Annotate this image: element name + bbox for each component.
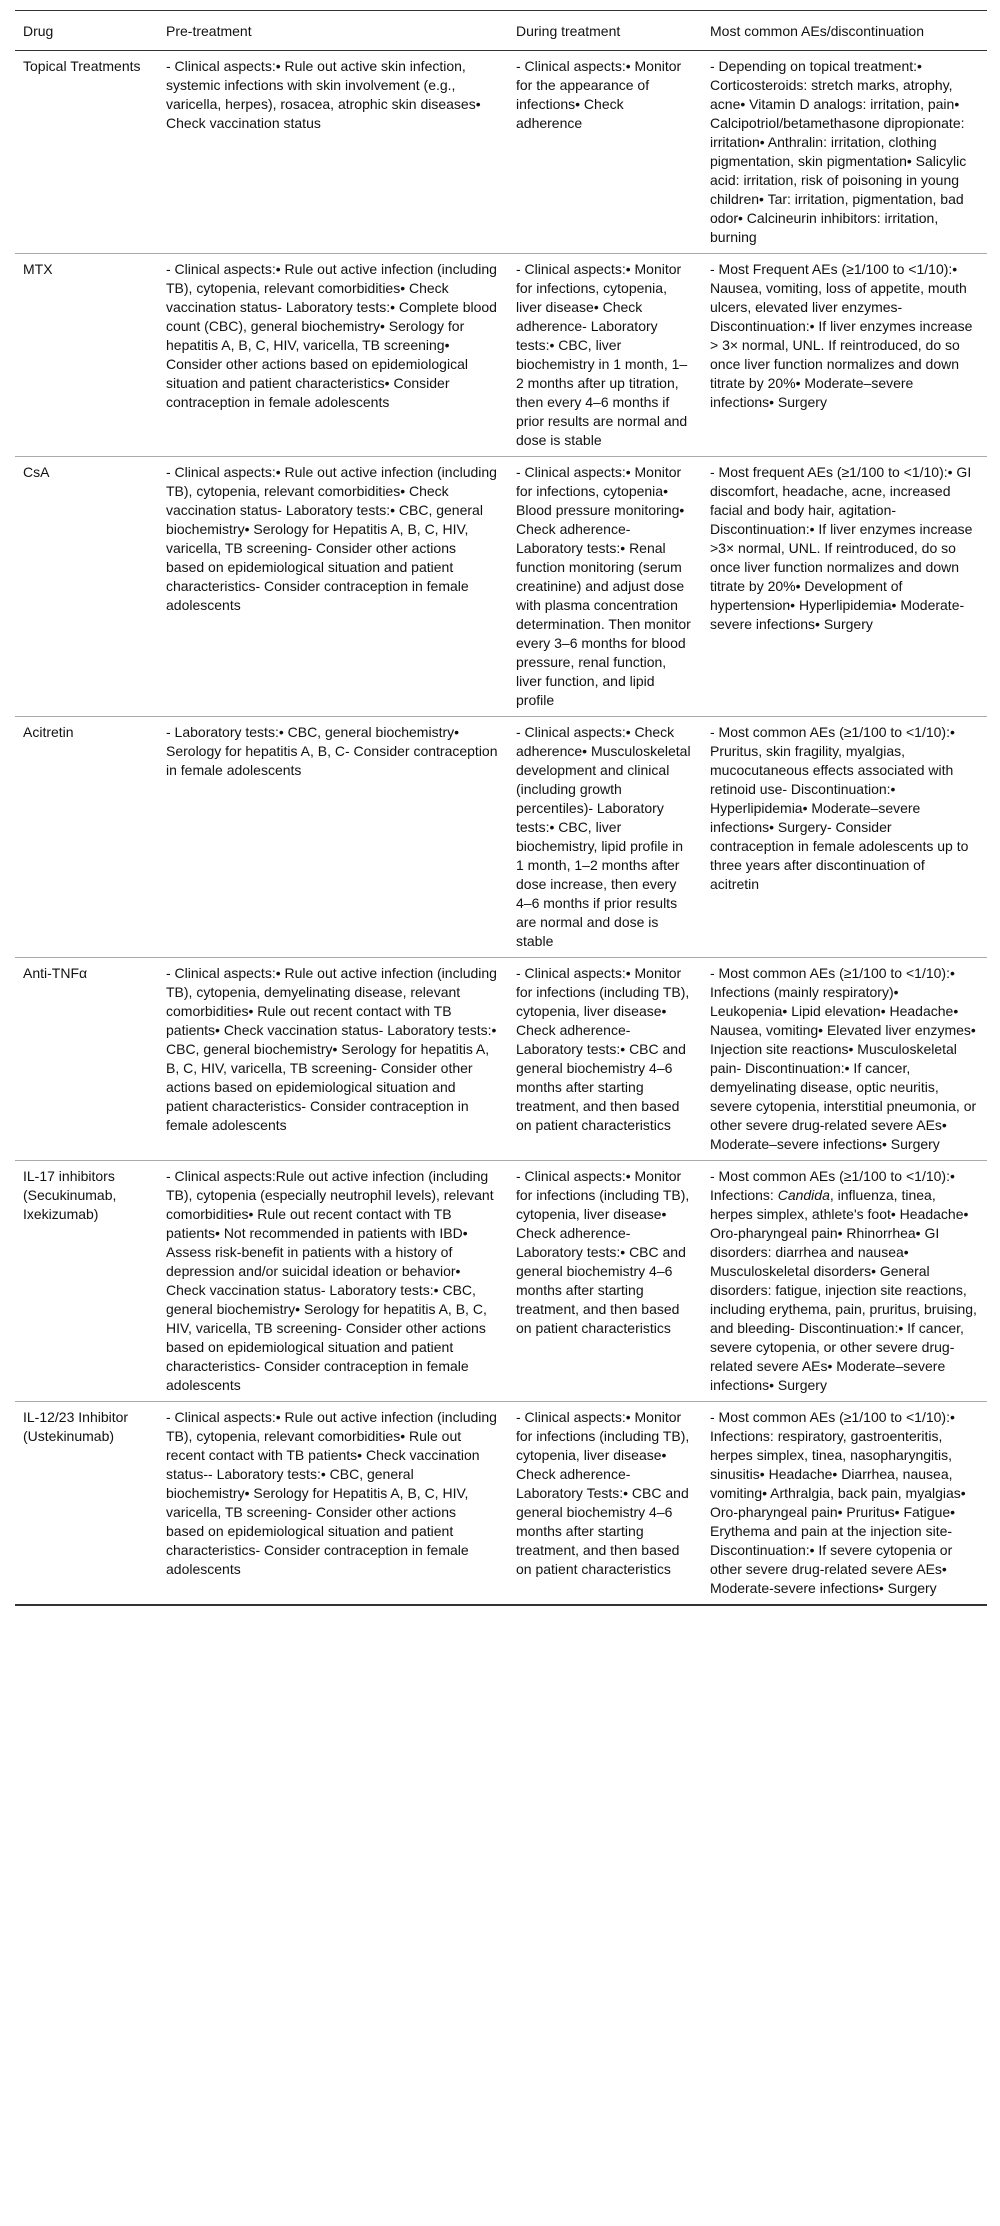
table-row bbox=[15, 51, 987, 254]
drug-name: Anti-TNFα bbox=[15, 958, 158, 1161]
pre-treatment-cell: - Clinical aspects:• Rule out active infection (including TB), cytopenia, relevant comorbidities• Rule out recent contact with TB patients• Check vaccination status-- Laboratory tests:• CBC, general biochemistry• Serology for Hepatitis A, B, C, HIV, varicella, TB screening- Consider other actions based on epidemiological situation and patient characteristics- Consider contraception in female adolescents bbox=[158, 1402, 508, 1606]
during-treatment-cell: - Clinical aspects:• Monitor for infections (including TB), cytopenia, liver disease• Check adherence- Laboratory tests:• CBC and general biochemistry 4–6 months after starting treatment, and then based on patient characteristics bbox=[508, 1161, 702, 1402]
during-treatment-cell: - Clinical aspects:• Monitor for infections, cytopenia• Blood pressure monitoring• Check adherence- Laboratory tests:• Renal function monitoring (serum creatinine) and adjust dose with plasma concentration determination. Then monitor every 3–6 months for blood pressure, renal function, liver function, and lipid profile bbox=[508, 457, 702, 717]
aes-cell: - Most frequent AEs (≥1/100 to <1/10):• GI discomfort, headache, acne, increased facial and body hair, agitation- Discontinuation:• If liver enzymes increase >3× normal, UNL. If reintroduced, do so once liver function normalizes and down titrate by 20%• Development of hypertension• Hyperlipidemia• Moderate-severe infections• Surgery bbox=[702, 457, 987, 717]
drug-name: Acitretin bbox=[15, 717, 158, 958]
during-treatment-cell: - Clinical aspects:• Monitor for infections (including TB), cytopenia, liver disease• Check adherence- Laboratory Tests:• CBC and general biochemistry 4–6 months after starting treatment, and then based on patient characteristics bbox=[508, 1402, 702, 1606]
header-drug: Drug bbox=[15, 11, 158, 51]
drug-name: MTX bbox=[15, 254, 158, 457]
pre-treatment-cell: - Clinical aspects:• Rule out active infection (including TB), cytopenia, relevant comorbidities• Check vaccination status- Laboratory tests:• CBC, general biochemistry• Serology for Hepatitis A, B, C, HIV, varicella, TB screening- Consider other actions based on epidemiological situation and patient characteristics- Consider contraception in female adolescents bbox=[158, 457, 508, 717]
pre-treatment-cell: - Clinical aspects:• Rule out active skin infection, systemic infections with skin involvement (e.g., varicella, herpes), rosacea, atrophic skin diseases• Check vaccination status bbox=[158, 51, 508, 254]
table-row bbox=[15, 254, 987, 457]
aes-text-italic: Candida bbox=[777, 1187, 830, 1203]
aes-text-end: , influenza, tinea, herpes simplex, athlete's foot• Headache• Oro-pharyngeal pain• Rhinorrhea• GI disorders: diarrhea and nausea• Musculoskeletal disorders• General disorders: fatigue, injection site reactions, including erythema, pain, pruritus, bruising, and bleeding- Discontinuation:• If cancer, severe cytopenia, or other severe drug-related severe AEs• Moderate–severe infections• Surgery bbox=[710, 1187, 977, 1393]
during-treatment-cell: - Clinical aspects:• Monitor for infections (including TB), cytopenia, liver disease• Check adherence- Laboratory tests:• CBC and general biochemistry 4–6 months after starting treatment, and then based on patient characteristics bbox=[508, 958, 702, 1161]
header-pre-treatment: Pre-treatment bbox=[158, 11, 508, 51]
during-treatment-cell: - Clinical aspects:• Monitor for the appearance of infections• Check adherence bbox=[508, 51, 702, 254]
aes-cell: - Most Frequent AEs (≥1/100 to <1/10):• Nausea, vomiting, loss of appetite, mouth ulcers, elevated liver enzymes- Discontinuation:• If liver enzymes increase > 3× normal, UNL. If reintroduced, do so once liver function normalizes and down titrate by 20%• Moderate–severe infections• Surgery bbox=[702, 254, 987, 457]
table-row bbox=[15, 1402, 987, 1606]
aes-cell: - Most common AEs (≥1/100 to <1/10):• Infections: respiratory, gastroenteritis, herpes simplex, tinea, nasopharyngitis, sinusitis• Headache• Diarrhea, nausea, vomiting• Arthralgia, back pain, myalgias• Oro-pharyngeal pain• Pruritus• Fatigue• Erythema and pain at the injection site- Discontinuation:• If severe cytopenia or other severe drug-related severe AEs• Moderate-severe infections• Surgery bbox=[702, 1402, 987, 1606]
header-during-treatment: During treatment bbox=[508, 11, 702, 51]
table-header bbox=[15, 11, 987, 51]
table-row bbox=[15, 958, 987, 1161]
drug-name: CsA bbox=[15, 457, 158, 717]
pre-treatment-cell: - Clinical aspects:• Rule out active infection (including TB), cytopenia, relevant comorbidities• Check vaccination status- Laboratory tests:• Complete blood count (CBC), general biochemistry• Serology for hepatitis A, B, C, HIV, varicella, TB screening• Consider other actions based on epidemiological situation and patient characteristics• Consider contraception in female adolescents bbox=[158, 254, 508, 457]
aes-cell: - Depending on topical treatment:• Corticosteroids: stretch marks, atrophy, acne• Vitamin D analogs: irritation, pain• Calcipotriol/betamethasone dipropionate: irritation• Anthralin: irritation, clothing pigmentation, skin pigmentation• Salicylic acid: irritation, risk of poisoning in young children• Tar: irritation, pigmentation, bad odor• Calcineurin inhibitors: irritation, burning bbox=[702, 51, 987, 254]
drug-name: IL-17 inhibitors (Secukinumab, Ixekizumab) bbox=[15, 1161, 158, 1402]
pre-treatment-cell: - Clinical aspects:Rule out active infection (including TB), cytopenia (especially neutrophil levels), relevant comorbidities• Rule out recent contact with TB patients• Not recommended in patients with IBD• Assess risk-benefit in patients with a history of depression and/or suicidal ideation or behavior• Check vaccination status- Laboratory tests:• CBC, general biochemistry• Serology for hepatitis A, B, C, HIV, varicella, TB screening- Consider other actions based on epidemiological situation and patient characteristics- Consider contraception in female adolescents bbox=[158, 1161, 508, 1402]
aes-cell: - Most common AEs (≥1/100 to <1/10):• Pruritus, skin fragility, myalgias, mucocutaneous effects associated with retinoid use- Discontinuation:• Hyperlipidemia• Moderate–severe infections• Surgery- Consider contraception in female adolescents up to three years after discontinuation of acitretin bbox=[702, 717, 987, 958]
drug-name: IL-12/23 Inhibitor (Ustekinumab) bbox=[15, 1402, 158, 1606]
table-body bbox=[15, 51, 987, 1606]
during-treatment-cell: - Clinical aspects:• Monitor for infections, cytopenia, liver disease• Check adherence- Laboratory tests:• CBC, liver biochemistry in 1 month, 1–2 months after up titration, then every 4–6 months if prior results are normal and dose is stable bbox=[508, 254, 702, 457]
during-treatment-cell: - Clinical aspects:• Check adherence• Musculoskeletal development and clinical (including growth percentiles)- Laboratory tests:• CBC, liver biochemistry, lipid profile in 1 month, 1–2 months after dose increase, then every 4–6 months if prior results are normal and dose is stable bbox=[508, 717, 702, 958]
aes-cell: - Most common AEs (≥1/100 to <1/10):• Infections (mainly respiratory)• Leukopenia• Lipid elevation• Headache• Nausea, vomiting• Elevated liver enzymes• Injection site reactions• Musculoskeletal pain- Discontinuation:• If cancer, demyelinating disease, optic neuritis, severe cytopenia, interstitial pneumonia, or other severe drug-related severe AEs• Moderate–severe infections• Surgery bbox=[702, 958, 987, 1161]
pre-treatment-cell: - Clinical aspects:• Rule out active infection (including TB), cytopenia, demyelinating disease, relevant comorbidities• Rule out recent contact with TB patients• Check vaccination status- Laboratory tests:• CBC, general biochemistry• Serology for hepatitis A, B, C, HIV, varicella, TB screening- Consider other actions based on epidemiological situation and patient characteristics- Consider contraception in female adolescents bbox=[158, 958, 508, 1161]
header-row bbox=[15, 11, 987, 51]
monitoring-table bbox=[15, 10, 987, 1606]
table-row bbox=[15, 717, 987, 958]
aes-text-start: - Most common AEs (≥1/100 to <1/10):• Infections: bbox=[710, 1168, 955, 1203]
aes-cell bbox=[702, 1161, 987, 1402]
table-row bbox=[15, 1161, 987, 1402]
table-row bbox=[15, 457, 987, 717]
drug-name: Topical Treatments bbox=[15, 51, 158, 254]
header-aes-discontinuation: Most common AEs/discontinuation bbox=[702, 11, 987, 51]
pre-treatment-cell: - Laboratory tests:• CBC, general biochemistry• Serology for hepatitis A, B, C- Consider contraception in female adolescents bbox=[158, 717, 508, 958]
